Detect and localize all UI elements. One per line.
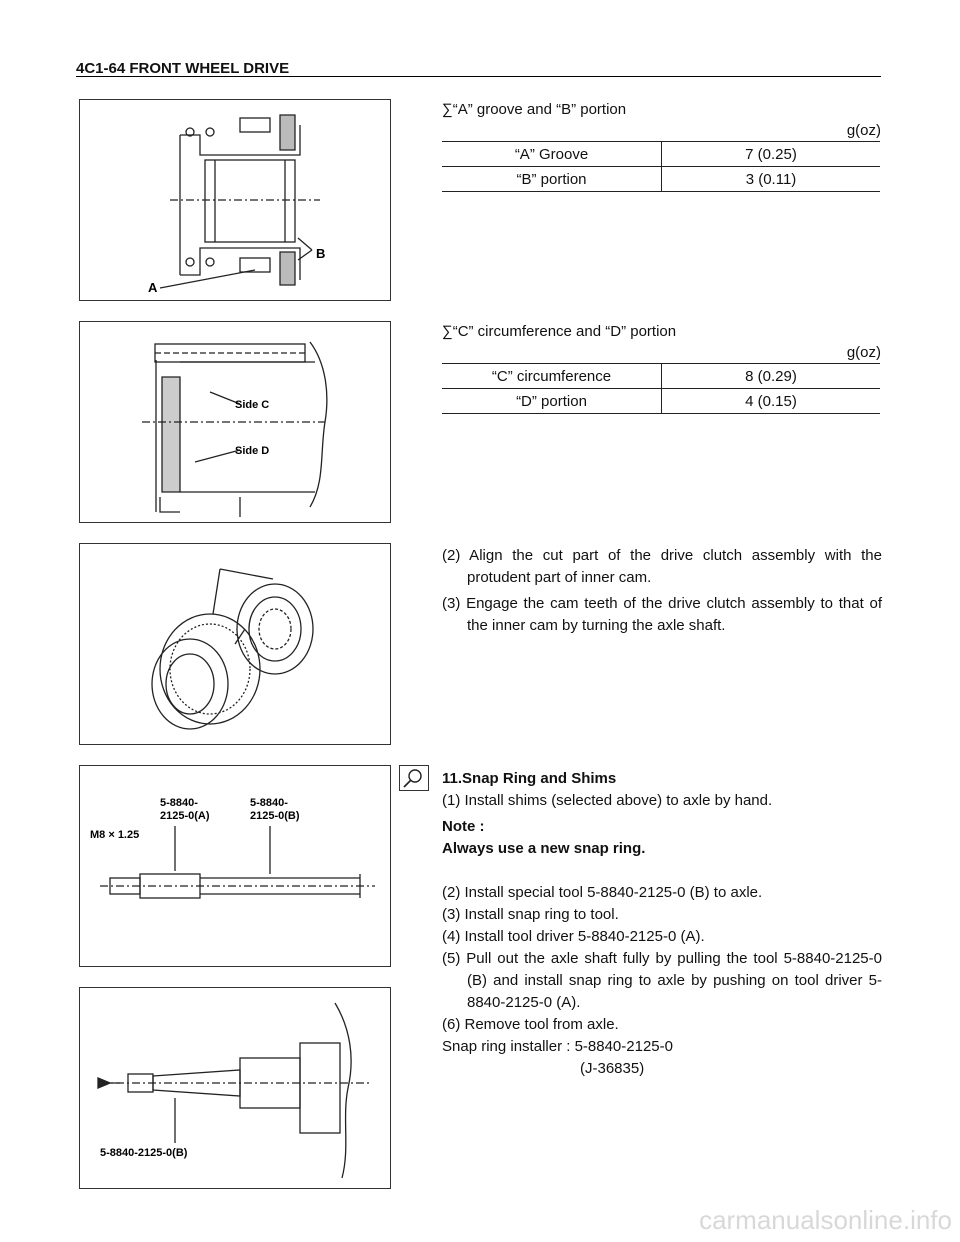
step-text: (4) Install tool driver 5-8840-2125-0 (A).	[442, 928, 705, 945]
table-cell: “C” circumference	[442, 364, 662, 389]
tool-line: Snap ring installer : 5-8840-2125-0	[442, 1038, 673, 1055]
figure-2-side-diagram	[79, 321, 391, 523]
table-cell: “D” portion	[442, 389, 662, 414]
note-label: Note :	[442, 818, 485, 835]
section2-table	[442, 363, 880, 414]
section1-unit: g(oz)	[846, 122, 881, 139]
step-text: (5) Pull out the axle shaft fully by pulling the tool 5-8840-2125-0 (B) and install snap ring to axle by pushing on tool driver 5-8840-2125-0 (A).	[442, 950, 882, 1011]
table-cell: “B” portion	[442, 167, 662, 192]
step-text: (3) Install snap ring to tool.	[442, 906, 619, 923]
step-text: (1) Install shims (selected above) to axle by hand.	[442, 792, 773, 809]
clutch-assembly-drawing	[80, 544, 390, 744]
table-row	[442, 142, 880, 167]
axle-pull-drawing	[80, 988, 390, 1188]
section1-title: ∑“A” groove and “B” portion	[442, 101, 627, 118]
label-side-c: Side C	[235, 399, 270, 411]
label-a: A	[148, 280, 158, 295]
figure-4-tool-install	[79, 765, 391, 967]
clutch-side-drawing	[80, 322, 390, 522]
table-cell: 8 (0.29)	[662, 364, 881, 389]
section1-table	[442, 141, 880, 192]
figure-5-axle-pull	[79, 987, 391, 1189]
table-cell: 3 (0.11)	[662, 167, 881, 192]
table-row	[442, 167, 880, 192]
section4-text	[442, 768, 882, 1080]
figure-3-clutch-assembly	[79, 543, 391, 745]
label-b: B	[316, 246, 326, 261]
inspect-icon	[399, 765, 429, 791]
label-side-d: Side D	[235, 445, 270, 457]
header-rule	[76, 76, 881, 77]
table-cell: 7 (0.25)	[662, 142, 881, 167]
label-line: 2125-0(A)	[160, 810, 210, 822]
table-row	[442, 389, 880, 414]
figure-1-groove-diagram	[79, 99, 391, 301]
table-cell: “A” Groove	[442, 142, 662, 167]
watermark: carmanualsonline.info	[699, 1205, 952, 1235]
page-title: 4C1-64 FRONT WHEEL DRIVE	[76, 60, 290, 77]
tool-alt: (J-36835)	[580, 1060, 645, 1077]
label-tool-b-pull: 5-8840-2125-0(B)	[100, 1147, 188, 1159]
clutch-cross-section-drawing	[80, 100, 390, 300]
note-text: Always use a new snap ring.	[442, 840, 646, 857]
step-text: (3) Engage the cam teeth of the drive clutch assembly to that of the inner cam by turning the axle shaft.	[442, 595, 882, 634]
label-bolt: M8 × 1.25	[90, 829, 140, 841]
section2-title: ∑“C” circumference and “D” portion	[442, 323, 677, 340]
table-row	[442, 364, 880, 389]
step-text: (6) Remove tool from axle.	[442, 1016, 619, 1033]
table-cell: 4 (0.15)	[662, 389, 881, 414]
section3-steps	[442, 545, 882, 637]
label-tool-b: 5-8840-2125-0(B)	[250, 797, 300, 822]
section2-unit: g(oz)	[846, 344, 881, 361]
magnifier-icon	[400, 766, 428, 790]
step-text: (2) Align the cut part of the drive clutch assembly with the protudent part of inner cam.	[442, 547, 882, 586]
label-tool-a: 5-8840-2125-0(A)	[160, 797, 210, 822]
tool-axle-drawing	[80, 766, 390, 966]
step-text: (2) Install special tool 5-8840-2125-0 (B) to axle.	[442, 884, 763, 901]
section4-heading: 11.Snap Ring and Shims	[442, 770, 617, 787]
label-line: 2125-0(B)	[250, 810, 300, 822]
